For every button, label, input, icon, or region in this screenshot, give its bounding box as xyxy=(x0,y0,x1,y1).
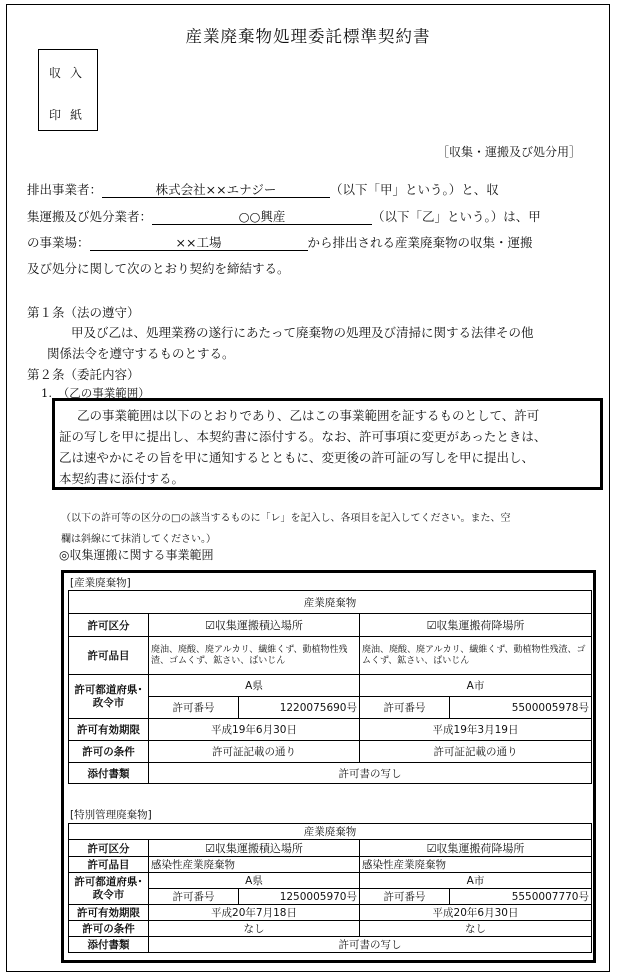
industrial-num-loading: 1220075690号 xyxy=(239,697,360,719)
special-hinmoku-unloading: 感染性産業廃棄物 xyxy=(360,857,592,873)
special-expiry-loading: 平成20年7月18日 xyxy=(149,905,360,921)
industrial-expiry-label: 許可有効期限 xyxy=(69,719,149,741)
contract-page xyxy=(6,4,610,972)
site-field: ××工場 xyxy=(90,237,308,250)
special-pref-unloading: A市 xyxy=(360,873,592,889)
instruction-note-2: 欄は斜線にて抹消してください。） xyxy=(61,534,216,545)
special-num-unloading: 5550007770号 xyxy=(450,889,592,905)
article-1-text-2: 関係法令を遵守するものとする。 xyxy=(47,346,235,361)
document-title: 産業廃棄物処理委託標準契約書 xyxy=(185,27,431,46)
industrial-cond-label: 許可の条件 xyxy=(69,741,149,763)
article-1-text-1: 甲及び乙は、処理業務の遂行にあたって廃棄物の処理及び清掃に関する法律その他 xyxy=(71,325,534,340)
industrial-num-label-unloading: 許可番号 xyxy=(360,697,450,719)
industrial-pref-label: 許可都道府県･政令市 xyxy=(69,675,149,719)
contract-subtype: ［収集・運搬及び処分用］ xyxy=(436,145,581,159)
special-hinmoku-loading: 感染性産業廃棄物 xyxy=(149,857,360,873)
permit-tables xyxy=(61,570,596,963)
special-kubun-loading: ☑収集運搬積込場所 xyxy=(149,840,360,857)
industrial-attach-value: 許可書の写し xyxy=(149,763,592,784)
special-attach-value: 許可書の写し xyxy=(149,937,592,953)
revenue-stamp-box xyxy=(38,49,98,131)
parties-line-2: 集運搬及び処分業者： ○○興産 （以下「乙」という。）は、甲 xyxy=(27,209,541,224)
special-cond-unloading: なし xyxy=(360,921,592,937)
special-section-label: [特別管理廃棄物] xyxy=(70,809,152,821)
industrial-attach-label: 添付書類 xyxy=(69,763,149,784)
industrial-hinmoku-loading: 廃油、廃酸、廃アルカリ、繊維くず、動植物性残渣、ゴムくず、鉱さい、ばいじん xyxy=(149,637,360,675)
industrial-kubun-label: 許可区分 xyxy=(69,614,149,637)
scope-line-2: 証の写しを甲に提出し、本契約書に添付する。なお、許可事項に変更があったときは、 xyxy=(59,429,547,444)
special-pref-loading: A県 xyxy=(149,873,360,889)
item-1-heading: 1. （乙の事業範囲） xyxy=(41,386,150,400)
industrial-table-header: 産業廃棄物 xyxy=(69,591,592,614)
industrial-expiry-unloading: 平成19年3月19日 xyxy=(360,719,592,741)
instruction-note-1: （以下の許可等の区分の□の該当するものに「レ」を記入し、各項目を記入してください。また、空 xyxy=(61,513,511,524)
parties-line-1: 排出事業者： 株式会社××エナジー （以下「甲」という。）と、収 xyxy=(27,182,499,197)
special-permit-table xyxy=(68,823,592,953)
industrial-num-label-loading: 許可番号 xyxy=(149,697,239,719)
special-hinmoku-label: 許可品目 xyxy=(69,857,149,873)
industrial-kubun-unloading: ☑収集運搬荷降場所 xyxy=(360,614,592,637)
article-2-heading: 第２条（委託内容） xyxy=(27,367,140,382)
industrial-cond-unloading: 許可証記載の通り xyxy=(360,741,592,763)
article-1-heading: 第１条（法の遵守） xyxy=(27,305,140,320)
special-num-label-loading: 許可番号 xyxy=(149,889,239,905)
industrial-hinmoku-unloading: 廃油、廃酸、廃アルカリ、繊維くず、動植物性残渣、ゴムくず、鉱さい、ばいじん xyxy=(360,637,592,675)
scope-line-3: 乙は速やかにその旨を甲に通知するとともに、変更後の許可証の写しを甲に提出し、 xyxy=(59,450,535,465)
industrial-section-label: [産業廃棄物] xyxy=(70,577,131,589)
company-field: 株式会社××エナジー xyxy=(102,184,330,197)
stamp-label-1: 収入 xyxy=(49,66,92,80)
parties-line-3: の事業場： ××工場 から排出される産業廃棄物の収集・運搬 xyxy=(27,235,533,250)
special-expiry-unloading: 平成20年6月30日 xyxy=(360,905,592,921)
special-num-loading: 1250005970号 xyxy=(239,889,360,905)
industrial-kubun-loading: ☑収集運搬積込場所 xyxy=(149,614,360,637)
special-cond-loading: なし xyxy=(149,921,360,937)
special-cond-label: 許可の条件 xyxy=(69,921,149,937)
industrial-expiry-loading: 平成19年6月30日 xyxy=(149,719,360,741)
industrial-pref-unloading: A市 xyxy=(360,675,592,697)
industrial-permit-table xyxy=(68,590,592,784)
stamp-label-2: 印紙 xyxy=(49,108,92,122)
contractor-field: ○○興産 xyxy=(152,211,372,224)
scope-line-1: 乙の事業範囲は以下のとおりであり、乙はこの事業範囲を証するものとして、許可 xyxy=(77,408,540,423)
special-kubun-unloading: ☑収集運搬荷降場所 xyxy=(360,840,592,857)
industrial-cond-loading: 許可証記載の通り xyxy=(149,741,360,763)
special-pref-label: 許可都道府県･政令市 xyxy=(69,873,149,905)
special-num-label-unloading: 許可番号 xyxy=(360,889,450,905)
special-kubun-label: 許可区分 xyxy=(69,840,149,857)
industrial-hinmoku-label: 許可品目 xyxy=(69,637,149,675)
parties-line-4: 及び処分に関して次のとおり契約を締結する。 xyxy=(27,261,290,276)
scope-line-4: 本契約書に添付する。 xyxy=(59,471,185,486)
special-attach-label: 添付書類 xyxy=(69,937,149,953)
special-table-header: 産業廃棄物 xyxy=(69,824,592,840)
special-expiry-label: 許可有効期限 xyxy=(69,905,149,921)
industrial-pref-loading: A県 xyxy=(149,675,360,697)
scope-heading: ◎収集運搬に関する事業範囲 xyxy=(59,548,214,562)
business-scope-box xyxy=(52,398,603,490)
industrial-num-unloading: 5500005978号 xyxy=(450,697,592,719)
